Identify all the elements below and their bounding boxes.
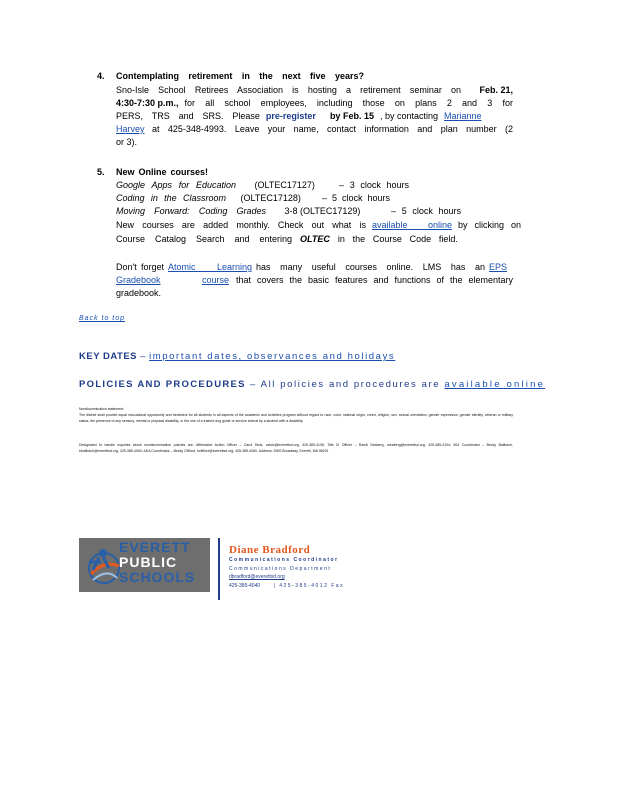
signature-divider: [218, 538, 220, 600]
policies-link[interactable]: available online: [444, 379, 546, 390]
key-dates-dash: –: [137, 351, 150, 362]
nondiscrimination-heading: Nondiscrimination statement:: [79, 407, 125, 411]
available-online-courses-link[interactable]: available online: [372, 220, 452, 230]
signature-contact-line: [229, 582, 344, 590]
signature-title: Communications Coordinator: [229, 557, 339, 563]
contact-link-harvey[interactable]: Harvey: [116, 124, 145, 134]
gradebook-link-1[interactable]: Gradebook: [116, 275, 161, 285]
item-5-gradebook-line: [116, 274, 513, 286]
item-5-added-start: New courses are added monthly. Check out what is: [116, 220, 366, 230]
item-5-forget-line: [116, 261, 513, 273]
signature-phone: 425-385-4040: [229, 583, 261, 589]
item-5-added-end: by clicking on: [458, 220, 521, 230]
nondiscrimination-paragraph-1: The district shall provide equal educational opportunity and treatment for all students in all aspects of the academic and activities program without regard to race, color, national origin, creed, religion, sex, sexual orientation, gender expression, gender identity, veteran or military status, the presence of any sensory, mental or physical disability, or the use of a trained dog guide or service animal by a student with a disability.: [79, 413, 513, 423]
signature-email-link[interactable]: dbradford@everettsd.org: [229, 574, 285, 580]
course-2-name: Coding in the Classroom: [116, 193, 226, 203]
atomic-learning-link[interactable]: Atomic Learning: [168, 262, 252, 272]
course-1-name: Google Apps for Education: [116, 180, 236, 190]
item-4-deadline: by Feb. 15: [329, 111, 374, 121]
signature-department: Communications Department: [229, 566, 332, 572]
signature-name: Diane Bradford: [229, 544, 311, 556]
course-1-hours: – 3 clock hours: [339, 180, 410, 190]
item-5-gradebook-rest: that covers the basic features and functions of the elementary: [236, 275, 513, 285]
item-4-line-3-end: , by contacting: [379, 111, 438, 121]
course-3-hours: – 5 clock hours: [391, 206, 462, 216]
item-4-time: 4:30-7:30 p.m.,: [116, 98, 179, 108]
logo-line-3: SCHOOLS: [119, 569, 196, 585]
key-dates-link[interactable]: important dates, observances and holidays: [149, 351, 396, 362]
item-5-catalog-end: in the Course Code field.: [337, 234, 458, 244]
item-4-line-1-text: Sno-Isle School Retirees Association is hosting a retirement seminar on: [116, 85, 461, 95]
logo-line-2: PUBLIC: [119, 554, 178, 570]
key-dates-heading: [79, 351, 395, 362]
policies-dash: – All policies and procedures are: [245, 379, 445, 390]
item-5-catalog-line: [116, 233, 458, 245]
item-5-catalog-start: Course Catalog Search and entering: [116, 234, 292, 244]
course-3: [116, 205, 461, 217]
policies-heading: [79, 379, 545, 390]
contact-link-marianne[interactable]: Marianne: [444, 111, 482, 121]
logo-text: [119, 540, 195, 585]
course-1: [116, 179, 409, 191]
item-4-line-2: [116, 97, 513, 109]
logo-line-1: EVERETT: [119, 539, 191, 555]
course-2-hours: – 5 clock hours: [322, 193, 391, 203]
nondiscrimination-statement: [79, 406, 513, 424]
course-1-code: (OLTEC17127): [254, 180, 315, 190]
everett-public-schools-logo: [79, 538, 210, 592]
item-4-line-5: or 3).: [116, 137, 138, 147]
course-2-code: (OLTEC17128): [240, 193, 301, 203]
course-2: [116, 192, 390, 204]
item-4-line-2-text: for all school employees, including those on plans 2 and 3 for: [184, 98, 513, 108]
policies-title: POLICIES AND PROCEDURES: [79, 379, 246, 390]
item-4-date: Feb. 21,: [479, 85, 513, 95]
course-3-name: Moving Forward: Coding Grades: [116, 206, 266, 216]
item-4-heading: Contemplating retirement in the next five years?: [116, 71, 364, 81]
item-4-line-3-start: PERS, TRS and SRS. Please: [116, 111, 260, 121]
item-4-line-4-text: at 425-348-4993. Leave your name, contact information and plan number (2: [152, 124, 513, 134]
gradebook-link-2[interactable]: course: [202, 275, 230, 285]
item-4-line-3: [116, 110, 513, 122]
item-5-forget-mid: has many useful courses online. LMS has an: [256, 262, 485, 272]
course-3-code: 3-8 (OLTEC17129): [284, 206, 361, 216]
signature-fax: | 425-385-4012 Fax: [273, 583, 345, 589]
item-4-line-1: [116, 84, 513, 96]
back-to-top-link[interactable]: Back to top: [79, 315, 126, 322]
item-4-number: 4.: [97, 71, 105, 81]
item-5-gradebook-last: gradebook.: [116, 288, 162, 298]
nondiscrimination-contacts: Designated to handle inquiries about nondiscrimination policies are: Affirmative Action Officer – Carol Stolz, cstolz@everettsd.org, 425-385-4106; Title IX Officer – Randi Seaberg, rseaberg@everettsd.org, 425-385-4104; 504 Coordinator – Becky Ballbach, bballbach@everettsd.org, 425-385-4063; ADA Coordinator – Becky Clifford, bclifford@everettsd.org, 425-385-4260. Address: 3900 Broadway, Everett, WA 98201: [79, 443, 513, 453]
eps-link[interactable]: EPS: [489, 262, 508, 272]
item-5-added-line: [116, 219, 521, 231]
item-4-preregister: pre-register: [265, 111, 316, 121]
item-5-forget-start: Don't forget: [116, 262, 164, 272]
item-5-number: 5.: [97, 167, 105, 177]
item-5-heading: New Online courses!: [116, 167, 208, 177]
item-4-line-4: [116, 123, 513, 135]
item-5-oltec: OLTEC: [300, 234, 330, 244]
key-dates-title: KEY DATES: [79, 351, 137, 362]
